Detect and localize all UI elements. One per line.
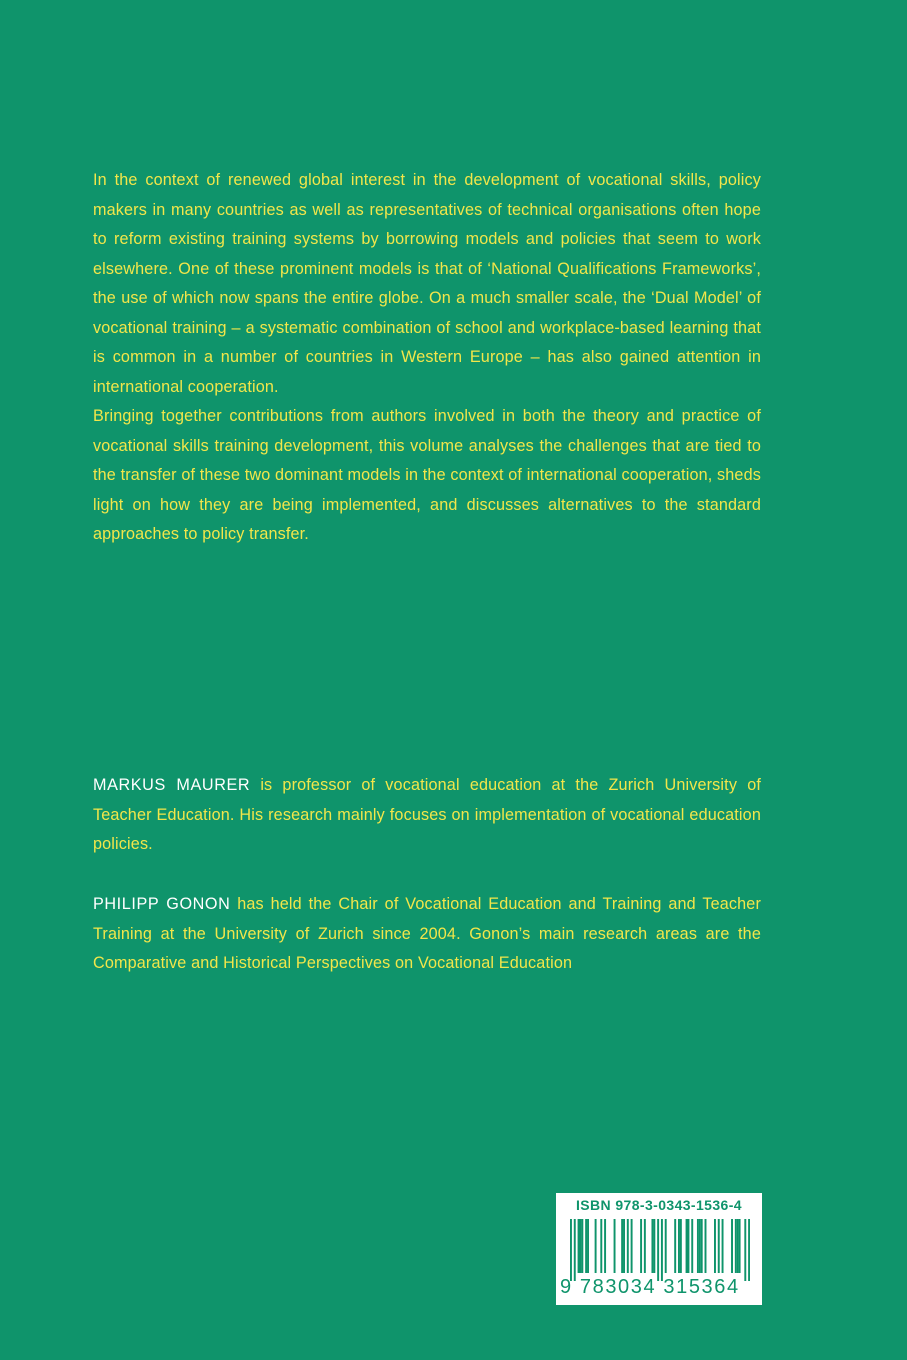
barcode-bar	[739, 1219, 741, 1273]
barcode-bar	[631, 1219, 633, 1273]
barcode-bar	[604, 1219, 606, 1273]
barcode-bar	[691, 1219, 693, 1273]
author-bio-text: is professor of vocational education at the Zurich University of Teacher Education. His research mainly focuses on implementation of vocational education policies.	[93, 776, 761, 853]
barcode-bar	[680, 1219, 682, 1273]
barcode-bar	[651, 1219, 653, 1273]
author-bio-maurer	[93, 771, 761, 860]
barcode-bar	[574, 1219, 576, 1281]
barcode-bar	[705, 1219, 707, 1273]
barcode-bar	[623, 1219, 625, 1273]
barcode-bar	[640, 1219, 642, 1273]
barcode-bar	[744, 1219, 746, 1281]
barcode-bar	[600, 1219, 602, 1273]
barcode-bar	[657, 1219, 659, 1281]
barcode-bar	[674, 1219, 676, 1273]
barcode-bar	[614, 1219, 616, 1273]
barcode-bar	[687, 1219, 689, 1273]
author-name: PHILIPP GONON	[93, 895, 231, 913]
barcode-bar	[678, 1219, 680, 1273]
blurb-paragraph-1: In the context of renewed global interest in the development of vocational skills, policy makers in many countries as well as representatives of technical organisations often hope to reform existing training systems by borrowing models and policies that seem to work elsewhere. One of these prominent models is that of ‘National Qualifications Frameworks’, the use of which now spans the entire globe. On a much smaller scale, the ‘Dual Model’ of vocational training – a systematic combination of school and workplace-based learning that is common in a number of countries in Western Europe – has also gained attention in international cooperation.	[93, 171, 761, 396]
author-name: MARKUS MAURER	[93, 776, 251, 794]
barcode-bar	[579, 1219, 581, 1273]
barcode-bar	[735, 1219, 737, 1273]
barcode-bar	[697, 1219, 699, 1273]
book-blurb	[93, 166, 761, 550]
barcode-bar	[585, 1219, 587, 1273]
barcode-digits: 9 783034 315364	[560, 1276, 740, 1298]
author-bio-text: has held the Chair of Vocational Education and Training and Teacher Training at the University of Zurich since 2004. Gonon’s main research areas are the Comparative and Historical Perspectives on Vocational Education	[93, 895, 761, 972]
barcode-bar	[718, 1219, 720, 1273]
ean13-barcode-icon	[570, 1219, 750, 1281]
barcode-bar	[578, 1219, 580, 1273]
isbn-barcode	[556, 1193, 762, 1305]
barcode-bar	[686, 1219, 688, 1273]
isbn-label: ISBN 978-3-0343-1536-4	[575, 1197, 742, 1213]
author-bio-gonon	[93, 890, 761, 979]
barcode-bar	[587, 1219, 589, 1273]
barcode-bar	[661, 1219, 663, 1281]
barcode-bar	[731, 1219, 733, 1273]
barcode-bar	[621, 1219, 623, 1273]
barcode-bar	[644, 1219, 646, 1273]
barcode-bar	[627, 1219, 629, 1273]
barcode-bar	[701, 1219, 703, 1273]
blurb-paragraph-2: Bringing together contributions from authors involved in both the theory and practice of vocational skills training development, this volume analyses the challenges that are tied to the transfer of these two dominant models in the context of international cooperation, sheds light on how they are being implemented, and discusses alternatives to the standard approaches to policy transfer.	[93, 407, 761, 543]
barcode-bar	[722, 1219, 724, 1273]
barcode-bar	[570, 1219, 572, 1281]
barcode-bar	[748, 1219, 750, 1281]
barcode-bar	[595, 1219, 597, 1273]
barcode-bar	[737, 1219, 739, 1273]
barcode-bar	[653, 1219, 655, 1273]
barcode-bar	[714, 1219, 716, 1273]
barcode-bar	[665, 1219, 667, 1273]
barcode-bar	[581, 1219, 583, 1273]
barcode-bar	[699, 1219, 701, 1273]
